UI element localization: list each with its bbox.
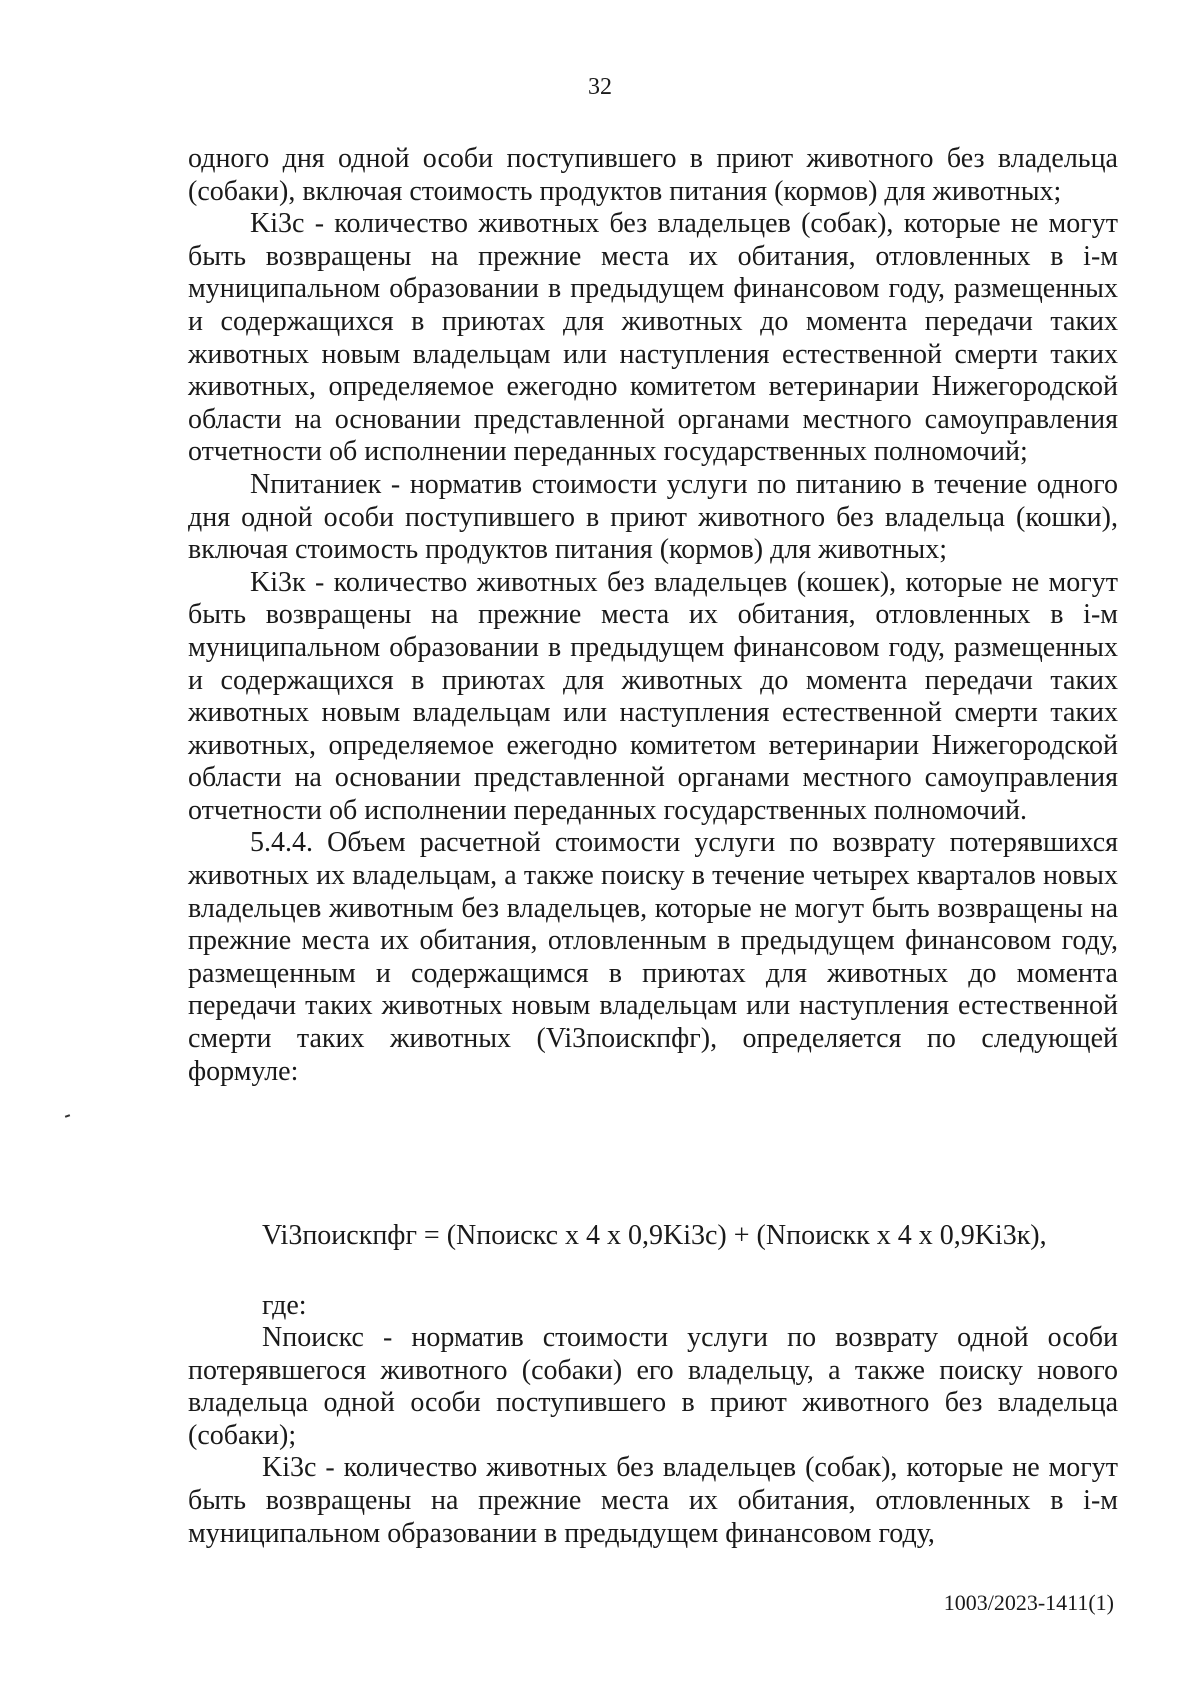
paragraph: одного дня одной особи поступившего в приют животного без владельца (собаки), включая стоимость продуктов питания (кормов) для животных; bbox=[188, 143, 1118, 207]
body-text bbox=[188, 143, 1118, 1088]
paragraph: Nпоискс - норматив стоимости услуги по возврату одной особи потерявшегося животного (собаки) его владельцу, а также поиску нового владельца одной особи поступившего в приют животного без владельца (собаки); bbox=[188, 1322, 1118, 1451]
paragraph: Nпитаниек - норматив стоимости услуги по питанию в течение одного дня одной особи поступившего в приют животного без владельца (кошки), включая стоимость продуктов питания (кормов) для животных; bbox=[188, 468, 1118, 566]
scan-mark bbox=[65, 1114, 70, 1118]
document-number: 1003/2023-1411(1) bbox=[943, 1590, 1114, 1615]
paragraph: Ki3к - количество животных без владельцев (кошек), которые не могут быть возвращены на прежние места их обитания, отловленных в i-м муниципальном образовании в предыдущем финансовом году, размещенных и содержащихся в приютах для животных до момента передачи таких животных новым владельцам или наступления естественной смерти таких животных, определяемое ежегодно комитетом ветеринарии Нижегородской области на основании представленной органами местного самоуправления отчетности об исполнении переданных государственных полномочий. bbox=[188, 566, 1118, 826]
formula: Vi3поискпфг = (Nпоискс x 4 x 0,9Ki3с) + (Nпоискк x 4 x 0,9Ki3к), bbox=[262, 1220, 1047, 1251]
page-number: 32 bbox=[588, 74, 612, 100]
paragraph: Ki3с - количество животных без владельцев (собак), которые не могут быть возвращены на прежние места их обитания, отловленных в i-м муниципальном образовании в предыдущем финансовом году, размещенных и содержащихся в приютах для животных до момента передачи таких животных новым владельцам или наступления естественной смерти таких животных, определяемое ежегодно комитетом ветеринарии Нижегородской области на основании представленной органами местного самоуправления отчетности об исполнении переданных государственных полномочий; bbox=[188, 208, 1118, 468]
body-text-continued bbox=[188, 1322, 1118, 1550]
paragraph: 5.4.4. Объем расчетной стоимости услуги по возврату потерявшихся животных их владельцам, а также поиску в течение четырех кварталов новых владельцев животным без владельцев, которые не могут быть возвращены на прежние места их обитания, отловленным в предыдущем финансовом году, размещенным и содержащимся в приютах для животных до момента передачи таких животных новым владельцам или наступления естественной смерти таких животных (Vi3поискпфг), определяется по следующей формуле: bbox=[188, 827, 1118, 1087]
paragraph: Ki3с - количество животных без владельцев (собак), которые не могут быть возвращены на прежние места их обитания, отловленных в i-м муниципальном образовании в предыдущем финансовом году, bbox=[188, 1452, 1118, 1549]
where-label: где: bbox=[262, 1290, 307, 1321]
